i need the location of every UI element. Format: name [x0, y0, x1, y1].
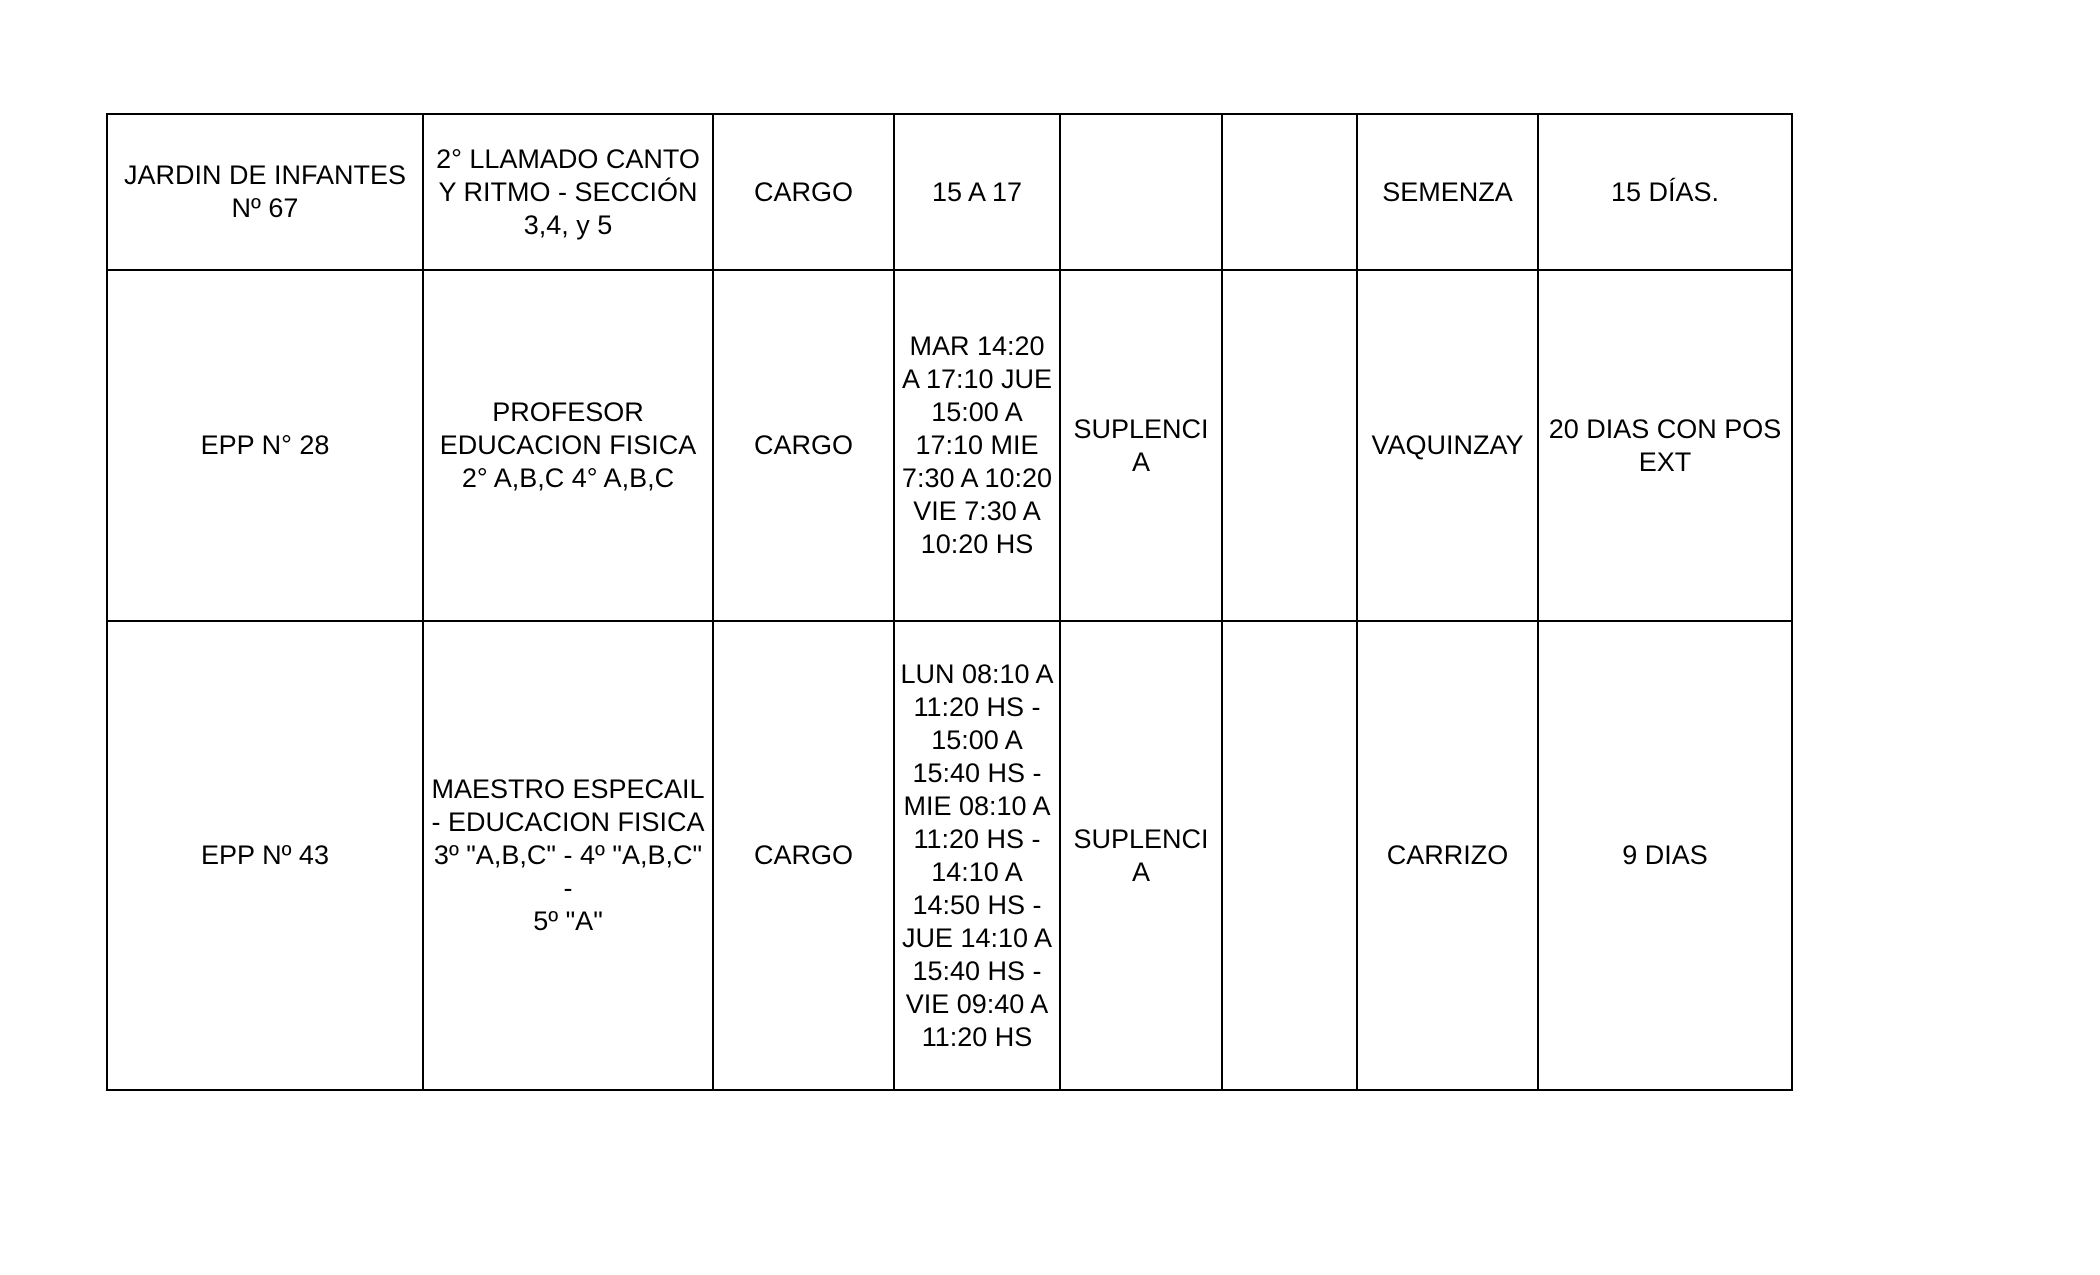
name-text: SEMENZA	[1382, 176, 1513, 207]
vacancy-table	[106, 113, 1793, 1091]
table-row	[107, 270, 1792, 621]
table-row	[107, 114, 1792, 270]
school-cell	[107, 114, 423, 270]
position-cell	[423, 621, 713, 1090]
position-cell	[423, 270, 713, 621]
type-text: CARGO	[753, 176, 853, 207]
name-cell	[1357, 621, 1538, 1090]
schedule-cell	[894, 270, 1060, 621]
table-row	[107, 621, 1792, 1090]
duration-cell	[1538, 270, 1792, 621]
status-cell	[1060, 114, 1222, 270]
position-cell	[423, 114, 713, 270]
duration-text: 15 DÍAS.	[1610, 176, 1720, 207]
duration-cell	[1538, 621, 1792, 1090]
schedule-text: MAR 14:20 A 17:10 JUE 15:00 A 17:10 MIE 7:30 A 10:20 VIE 7:30 A 10:20 HS	[901, 331, 1053, 559]
school-text: EPP N° 28	[200, 430, 330, 460]
schedule-text: LUN 08:10 A 11:20 HS - 15:00 A 15:40 HS - MIE 08:10 A 11:20 HS - 14:10 A 14:50 HS - JUE 14:10 A 15:40 HS - VIE 09:40 A 11:20 HS	[900, 658, 1054, 1052]
status-text: SUPLENCI A	[1073, 413, 1209, 477]
status-cell	[1060, 621, 1222, 1090]
status-text: SUPLENCI A	[1073, 823, 1209, 887]
duration-text: 9 DIAS	[1622, 840, 1708, 870]
position-text: PROFESOR EDUCACION FISICA 2° A,B,C 4° A,B,C	[439, 397, 697, 493]
duration-cell	[1538, 114, 1792, 270]
school-text: JARDIN DE INFANTES Nº 67	[123, 160, 407, 223]
extra-cell	[1222, 114, 1357, 270]
extra-cell	[1222, 270, 1357, 621]
name-text: CARRIZO	[1386, 840, 1509, 870]
type-cell	[713, 270, 894, 621]
school-text: EPP Nº 43	[201, 840, 329, 870]
school-cell	[107, 270, 423, 621]
position-text: 2° LLAMADO CANTO Y RITMO - SECCIÓN 3,4, y 5	[436, 143, 700, 240]
type-text: CARGO	[753, 840, 853, 870]
type-cell	[713, 621, 894, 1090]
name-text: VAQUINZAY	[1371, 430, 1524, 460]
type-cell	[713, 114, 894, 270]
name-cell	[1357, 270, 1538, 621]
schedule-cell	[894, 621, 1060, 1090]
status-cell	[1060, 270, 1222, 621]
school-cell	[107, 621, 423, 1090]
schedule-text: 15 A 17	[931, 176, 1023, 207]
schedule-cell	[894, 114, 1060, 270]
duration-text: 20 DIAS CON POS EXT	[1548, 413, 1782, 477]
name-cell	[1357, 114, 1538, 270]
extra-cell	[1222, 621, 1357, 1090]
type-text: CARGO	[753, 430, 853, 460]
position-text: MAESTRO ESPECAIL - EDUCACION FISICA 3º "A,B,C" - 4º "A,B,C" - 5º "A"	[431, 774, 705, 936]
